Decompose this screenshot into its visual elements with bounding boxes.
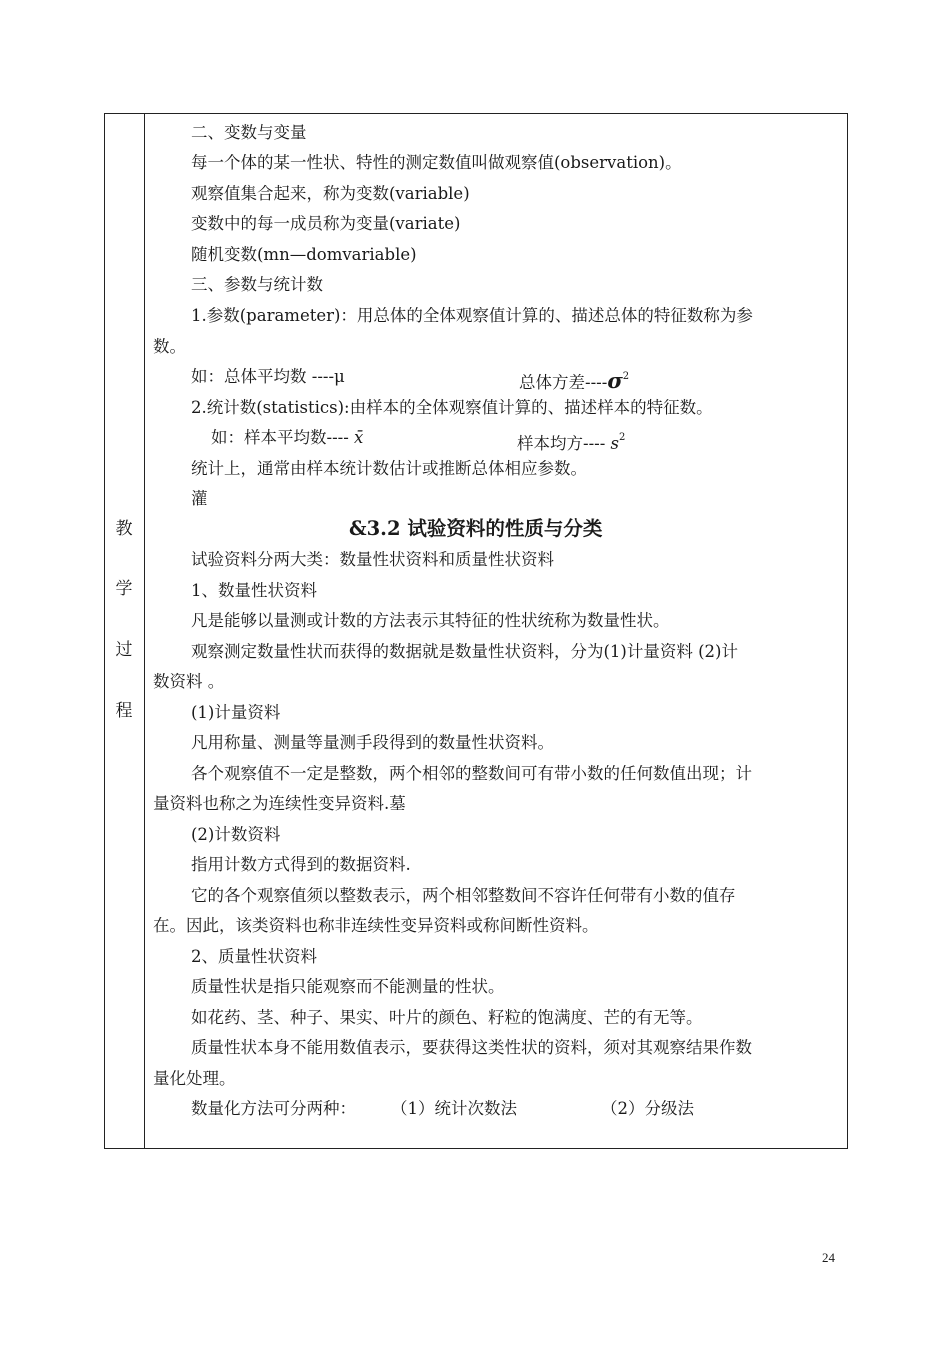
text-line: 如花药、茎、种子、果实、叶片的颜色、籽粒的饱满度、芒的有无等。	[191, 1008, 703, 1027]
side-label-char: 程	[115, 701, 133, 721]
sample-variance-label: 样本均方----	[517, 434, 611, 453]
text-line: 试验资料分两大类：数量性状资料和质量性状资料	[191, 550, 554, 569]
subsection-heading: 1、数量性状资料	[191, 581, 317, 600]
section-heading-parameters: 三、参数与统计数	[191, 275, 323, 294]
subsection-heading: (1)计量资料	[191, 703, 281, 722]
page-number: 24	[822, 1250, 835, 1265]
text-line: 在。因此，该类资料也称非连续性变异资料或称间断性资料。	[153, 916, 599, 935]
sample-mean-label: 如：样本平均数----	[211, 428, 355, 447]
text-line: 凡是能够以量测或计数的方法表示其特征的性状统称为数量性状。	[191, 611, 670, 630]
text-line: 每一个体的某一性状、特性的测定数值叫做观察值(observation)。	[191, 153, 682, 172]
xbar-symbol: x̄	[354, 428, 364, 447]
section-heading-variables: 二、变数与变量	[191, 123, 307, 142]
text-line: 数资料 。	[153, 672, 225, 691]
text-line: 灌	[191, 489, 208, 508]
superscript-2: 2	[622, 371, 630, 382]
text-line: 指用计数方式得到的数据资料.	[191, 855, 411, 874]
s-symbol: s	[610, 434, 620, 453]
sigma-symbol: σ	[607, 368, 623, 393]
side-label-char: 教	[115, 519, 133, 539]
text-line: 观察值集合起来，称为变数(variable)	[191, 184, 470, 203]
text-line: 凡用称量、测量等量测手段得到的数量性状资料。	[191, 733, 554, 752]
lesson-table	[104, 113, 848, 1149]
text-line: 统计上，通常由样本统计数估计或推断总体相应参数。	[191, 459, 587, 478]
side-label-column	[105, 114, 145, 1148]
text-line: 量化处理。	[153, 1069, 236, 1088]
text-line: 2.统计数(statistics):由样本的全体观察值计算的、描述样本的特征数。	[191, 398, 713, 417]
text-line: 随机变数(mn—domvariable)	[191, 245, 417, 264]
method-grading: （2）分级法	[601, 1099, 694, 1118]
section-title: &3.2 试验资料的性质与分类	[349, 517, 603, 540]
text-line: 质量性状本身不能用数值表示，要获得这类性状的资料，须对其观察结果作数	[191, 1038, 752, 1057]
text-line: 各个观察值不一定是整数，两个相邻的整数间可有带小数的任何数值出现；计	[191, 764, 752, 783]
text-line: 数。	[153, 337, 186, 356]
subsection-heading: 2、质量性状资料	[191, 947, 317, 966]
variance-label: 总体方差----	[519, 373, 608, 392]
text-line: 观察测定数量性状而获得的数据就是数量性状资料，分为(1)计量资料 (2)计	[191, 642, 738, 661]
text-line-quantification: 数量化方法可分两种：	[191, 1099, 356, 1118]
subsection-heading: (2)计数资料	[191, 825, 281, 844]
text-line: 1.参数(parameter)：用总体的全体观察值计算的、描述总体的特征数称为参	[191, 306, 753, 325]
text-line-population-mean: 如：总体平均数 ----μ	[191, 367, 345, 386]
text-line: 量资料也称之为连续性变异资料.墓	[153, 794, 406, 813]
side-label-char: 学	[115, 579, 133, 599]
method-count: （1）统计次数法	[391, 1099, 517, 1118]
text-line-sample-mean	[211, 423, 363, 453]
text-line: 变数中的每一成员称为变量(variate)	[191, 214, 461, 233]
text-line: 它的各个观察值须以整数表示，两个相邻整数间不容许任何带有小数的值存	[191, 886, 736, 905]
text-line: 质量性状是指只能观察而不能测量的性状。	[191, 977, 505, 996]
superscript-2: 2	[619, 432, 626, 443]
side-label-char: 过	[115, 640, 133, 660]
